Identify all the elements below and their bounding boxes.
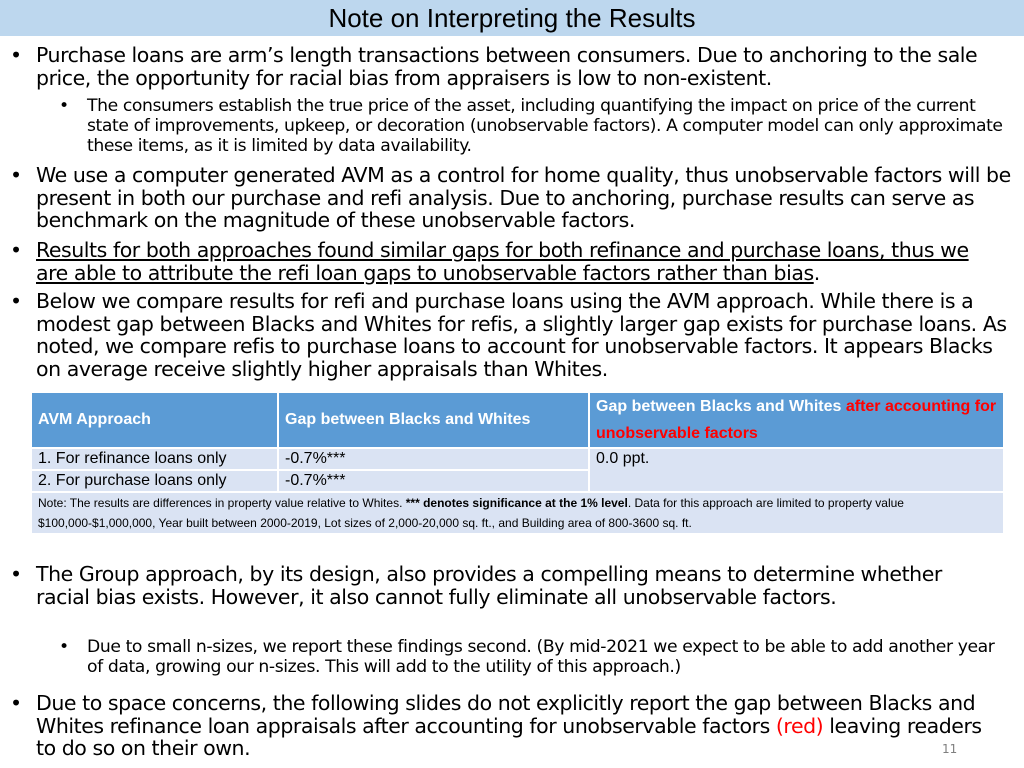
bullet-compare-refi-purchase: • Below we compare results for refi and purchase loans using the AVM approach. While there is a modest gap between Blacks and Whites for refis, a slightly larger gap exists for purchase loans. As noted, we compare refis to purchase loans to account for unobservable factors. It appears Blacks on average receive slightly higher appraisals than Whites.	[36, 290, 1016, 380]
note-text-end: . Data for this approach are limited to property value $100,000-$1,000,000, Year built between 2000-2019, Lot sizes of 2,000-20,000 sq. ft., and Building area of 800-3600 sq. ft.	[38, 496, 904, 530]
note-significance: *** denotes significance at the 1% level	[405, 496, 628, 510]
subbullet-consumers: • The consumers establish the true price of the asset, including quantifying the impact on price of the current state of improvements, upkeep, or decoration (unobservable factors). A computer model can only approximate these items, as it is limited by data availability.	[87, 96, 1007, 156]
results-period: .	[813, 260, 820, 285]
header-avm-approach: AVM Approach	[31, 392, 278, 448]
table-header-row	[31, 392, 1004, 448]
header-gap-adjusted-plain: Gap between Blacks and Whites	[596, 398, 846, 415]
header-gap: Gap between Blacks and Whites	[278, 392, 589, 448]
bullet-space-concerns	[36, 692, 996, 760]
header-gap-adjusted-red: after accounting for unobservable factors	[596, 398, 997, 442]
space-concerns-text: Due to space concerns, the following slides do not explicitly report the gap between Blacks and Whites refinance loan appraisals after accounting for unobservable factors	[36, 691, 976, 738]
subbullet-small-n-sizes: • Due to small n-sizes, we report these findings second. (By mid-2021 we expect to be able to add another year of data, growing our n-sizes. This will add to the utility of this approach.)	[87, 637, 1007, 677]
row-adjusted-gap: 0.0 ppt.	[589, 448, 1004, 492]
note-text-start: Note: The results are differences in property value relative to Whites.	[38, 496, 406, 510]
bullet-purchase-loans: • Purchase loans are arm’s length transactions between consumers. Due to anchoring to the sale price, the opportunity for racial bias from appraisers is low to non-existent.	[36, 44, 996, 89]
space-concerns-end: leaving readers to do so on their own.	[36, 713, 982, 760]
results-table	[30, 391, 1005, 535]
table-row	[31, 448, 1004, 470]
red-label: (red)	[775, 713, 824, 738]
row-label-purchase: 2. For purchase loans only	[31, 470, 278, 492]
bullet-group-approach: • The Group approach, by its design, also provides a compelling means to determine whether racial bias exists. However, it also cannot fully eliminate all unobservable factors.	[36, 563, 996, 608]
page-title: Note on Interpreting the Results	[328, 3, 696, 33]
table-note	[31, 492, 1004, 534]
bullet-avm-control: • We use a computer generated AVM as a control for home quality, thus unobservable factors will be present in both our purchase and refi analysis. Due to anchoring, purchase results can serve as benchmark on the magnitude of these unobservable factors.	[36, 164, 1016, 232]
row-label-refinance: 1. For refinance loans only	[31, 448, 278, 470]
bullet-results-similar	[36, 239, 1006, 284]
row-gap-purchase: -0.7%***	[278, 470, 589, 492]
page-number: 11	[942, 742, 958, 756]
table-note-row	[31, 492, 1004, 534]
header-gap-adjusted	[589, 392, 1004, 448]
results-underlined-text: Results for both approaches found similar gaps for both refinance and purchase loans, thus we are able to attribute the refi loan gaps to unobservable factors rather than bias	[36, 238, 969, 285]
row-gap-refinance: -0.7%***	[278, 448, 589, 470]
